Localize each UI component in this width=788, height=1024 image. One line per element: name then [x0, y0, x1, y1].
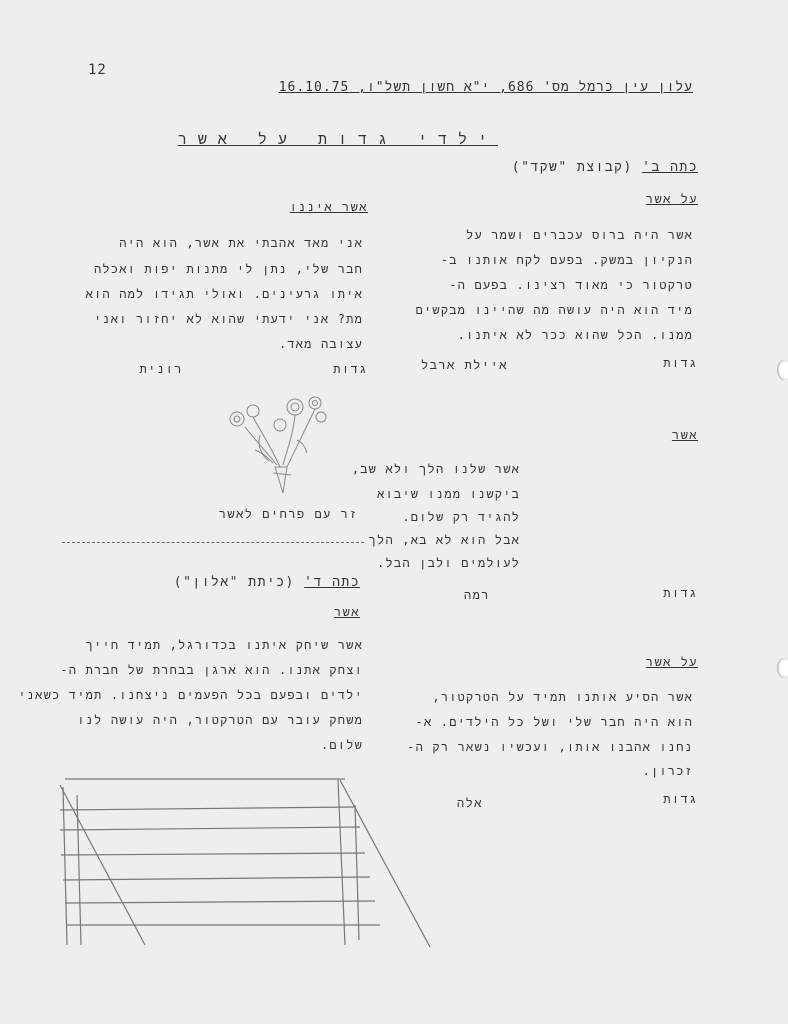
text-line: מת? אני ידעתי שהוא לא יחזור ואני [93, 312, 363, 326]
piece-title: אשר איננו [289, 200, 368, 214]
text-line: נחנו אהבנו אותו, ועכשיו נשאר רק ה- [407, 740, 693, 754]
bulletin-header: עלון עין כרמל מס' 686, י"א חשון תשל"ו, 16.10.75 [278, 80, 693, 95]
text-line: הוא היה חבר שלי ושל כל הילדים. א- [415, 715, 693, 729]
text-line: עצובה מאד. [278, 337, 363, 351]
poem-line: אבל הוא לא בא, הלך [368, 533, 520, 547]
section-divider [62, 542, 364, 543]
wreath-caption: זר עם פרחים לאשר [218, 507, 358, 521]
text-line: ילדים ובפעם בכל הפעמים ניצחנו. תמיד כשאני [18, 688, 363, 702]
class-group: (כיתת "אלון") [173, 575, 295, 590]
poem-line: להגיד רק שלום. [402, 510, 520, 524]
signature-author: רונית [139, 362, 183, 376]
text-line: איתו גרעינים. ואולי תגידו למה הוא [85, 287, 363, 301]
text-line: שלום. [320, 738, 363, 752]
signature-author: אלה [456, 796, 483, 810]
class-group: (קבוצת "שקד") [511, 160, 633, 175]
poem-line: אשר שלנו הלך ולא שב, [351, 462, 520, 476]
piece-title: על אשר [645, 192, 698, 206]
piece-title: אשר [671, 428, 698, 442]
text-line: חבר שלי, נתן לי מתנות יפות ואכלה [93, 262, 363, 276]
page-title: ילדי גדות על אשר [177, 130, 498, 148]
section-heading-class-b [512, 160, 698, 175]
signature-author: איילת ארבל [420, 358, 508, 372]
text-line: אשר היה ברוס עכברים ושמר על [466, 228, 693, 242]
text-line: מיד הוא היה עושה מה שהיינו מבקשים [415, 303, 693, 317]
text-line: אשר הסיע אותנו תמיד על הטרקטור, [432, 690, 693, 704]
page-number: 12 [88, 62, 107, 78]
section-heading-class-d [174, 575, 360, 590]
signature-place: גדות [663, 356, 698, 370]
text-line: זכרון. [642, 764, 693, 778]
signature-place: גדות [663, 792, 698, 806]
fence-drawing [55, 775, 440, 955]
punch-hole [777, 360, 788, 380]
class-title: כתה ב' [642, 160, 698, 175]
text-line: ממנו. הכל שהוא ככר לא איתנו. [457, 328, 693, 342]
signature-author: רמה [463, 588, 490, 602]
poem-line: ביקשנו ממנו שיבוא [377, 487, 520, 501]
punch-hole [777, 658, 788, 678]
text-line: טרקטור כי מאוד רצינו. בפעם ה- [449, 278, 693, 292]
class-title: כתה ד' [304, 575, 360, 590]
flower-wreath-drawing [225, 395, 340, 500]
text-line: וצחק אתנו. הוא ארגן בבחרת של חברת ה- [60, 663, 363, 677]
signature-place: גדות [663, 586, 698, 600]
text-line: אשר שיחק איתנו בכדורגל, תמיד חייך [85, 638, 363, 652]
poem-line: לעולמים ולבן הבל. [377, 556, 520, 570]
text-line: הנקיון במשק. בפעם לקח אותנו ב- [440, 253, 693, 267]
text-line: משחק עובר עם הטרקטור, היה עושה לנו [77, 713, 363, 727]
piece-title: על אשר [645, 655, 698, 669]
signature-place: גדות [333, 362, 368, 376]
piece-title: אשר [333, 605, 360, 619]
text-line: אני מאד אהבתי את אשר, הוא היה [119, 236, 363, 250]
